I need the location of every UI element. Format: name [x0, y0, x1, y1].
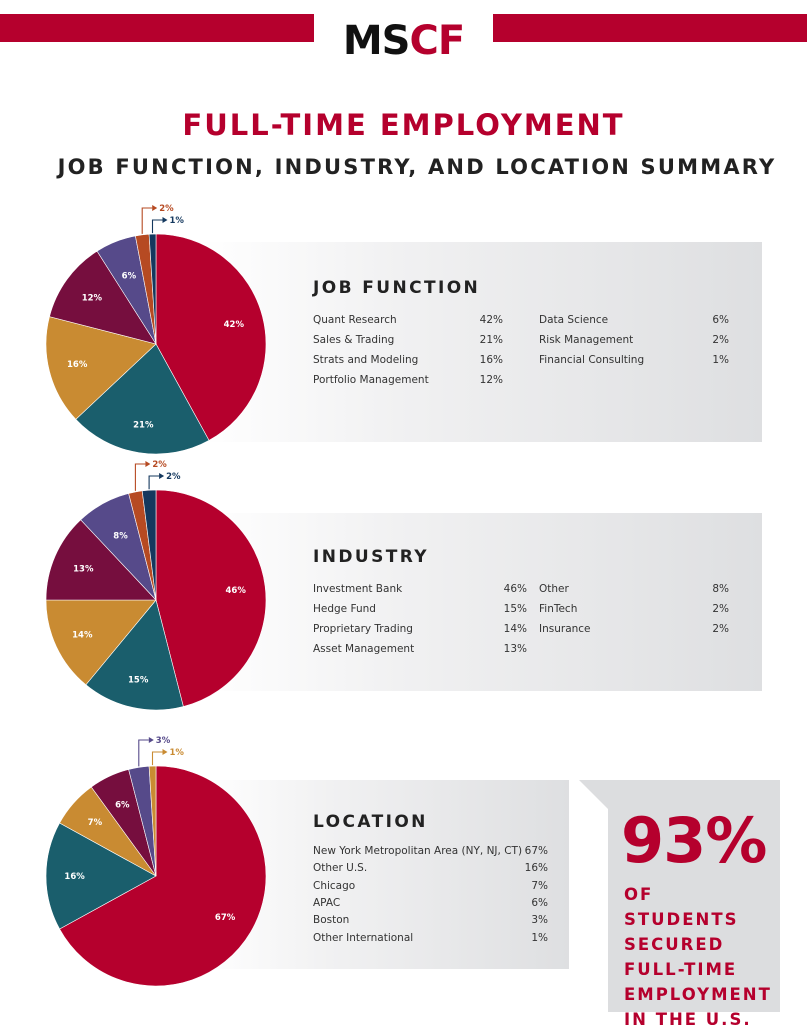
pie-leader-line	[139, 740, 149, 766]
callout-line: IN THE U.S.	[624, 1010, 752, 1029]
callout-percent: 93%	[621, 804, 767, 877]
pie-slice-label: 67%	[214, 912, 236, 923]
page-subtitle: JOB FUNCTION, INDUSTRY, AND LOCATION SUMMARY	[57, 155, 777, 179]
pie-slice-label: 42%	[223, 320, 244, 330]
pie-leader-line	[153, 752, 163, 765]
page-title: FULL-TIME EMPLOYMENT	[182, 108, 625, 142]
pie-slice-label: 2%	[159, 204, 174, 214]
job-function-heading: JOB FUNCTION	[313, 278, 481, 298]
pie-slice-label: 15%	[128, 675, 149, 686]
pie-slice-label: 14%	[72, 630, 93, 641]
pie-slice-label: 46%	[225, 585, 246, 596]
callout-line: FULL-TIME	[624, 960, 738, 979]
pie-slice-label: 7%	[87, 818, 103, 829]
pie-slice-label: 21%	[133, 420, 154, 431]
callout-line: SECURED	[624, 935, 725, 954]
pie-slice-label: 6%	[115, 800, 130, 811]
arrow-icon	[149, 737, 154, 743]
pie-slice-label: 3%	[155, 736, 171, 746]
pie-slice-label: 1%	[169, 748, 184, 758]
pie-slice-label: 1%	[169, 216, 184, 226]
pie-slice-label: 12%	[81, 293, 103, 304]
pie-slice-label: 13%	[73, 564, 94, 575]
arrow-icon	[163, 749, 168, 755]
pie-slice-label: 2%	[166, 472, 181, 482]
pie-slice-label: 16%	[64, 872, 85, 882]
logo-text-ms: MS	[342, 18, 410, 64]
callout-line: OF STUDENTS	[624, 885, 739, 929]
callout-line: EMPLOYMENT	[624, 985, 772, 1004]
logo-text-cf: CF	[409, 18, 465, 64]
pie-slice-label: 16%	[67, 360, 88, 371]
pie-slice-label: 2%	[152, 460, 167, 470]
pie-slice-label: 6%	[121, 271, 137, 282]
location-heading: LOCATION	[313, 812, 428, 832]
industry-heading: INDUSTRY	[313, 547, 429, 567]
pie-slice-label: 8%	[113, 531, 128, 542]
